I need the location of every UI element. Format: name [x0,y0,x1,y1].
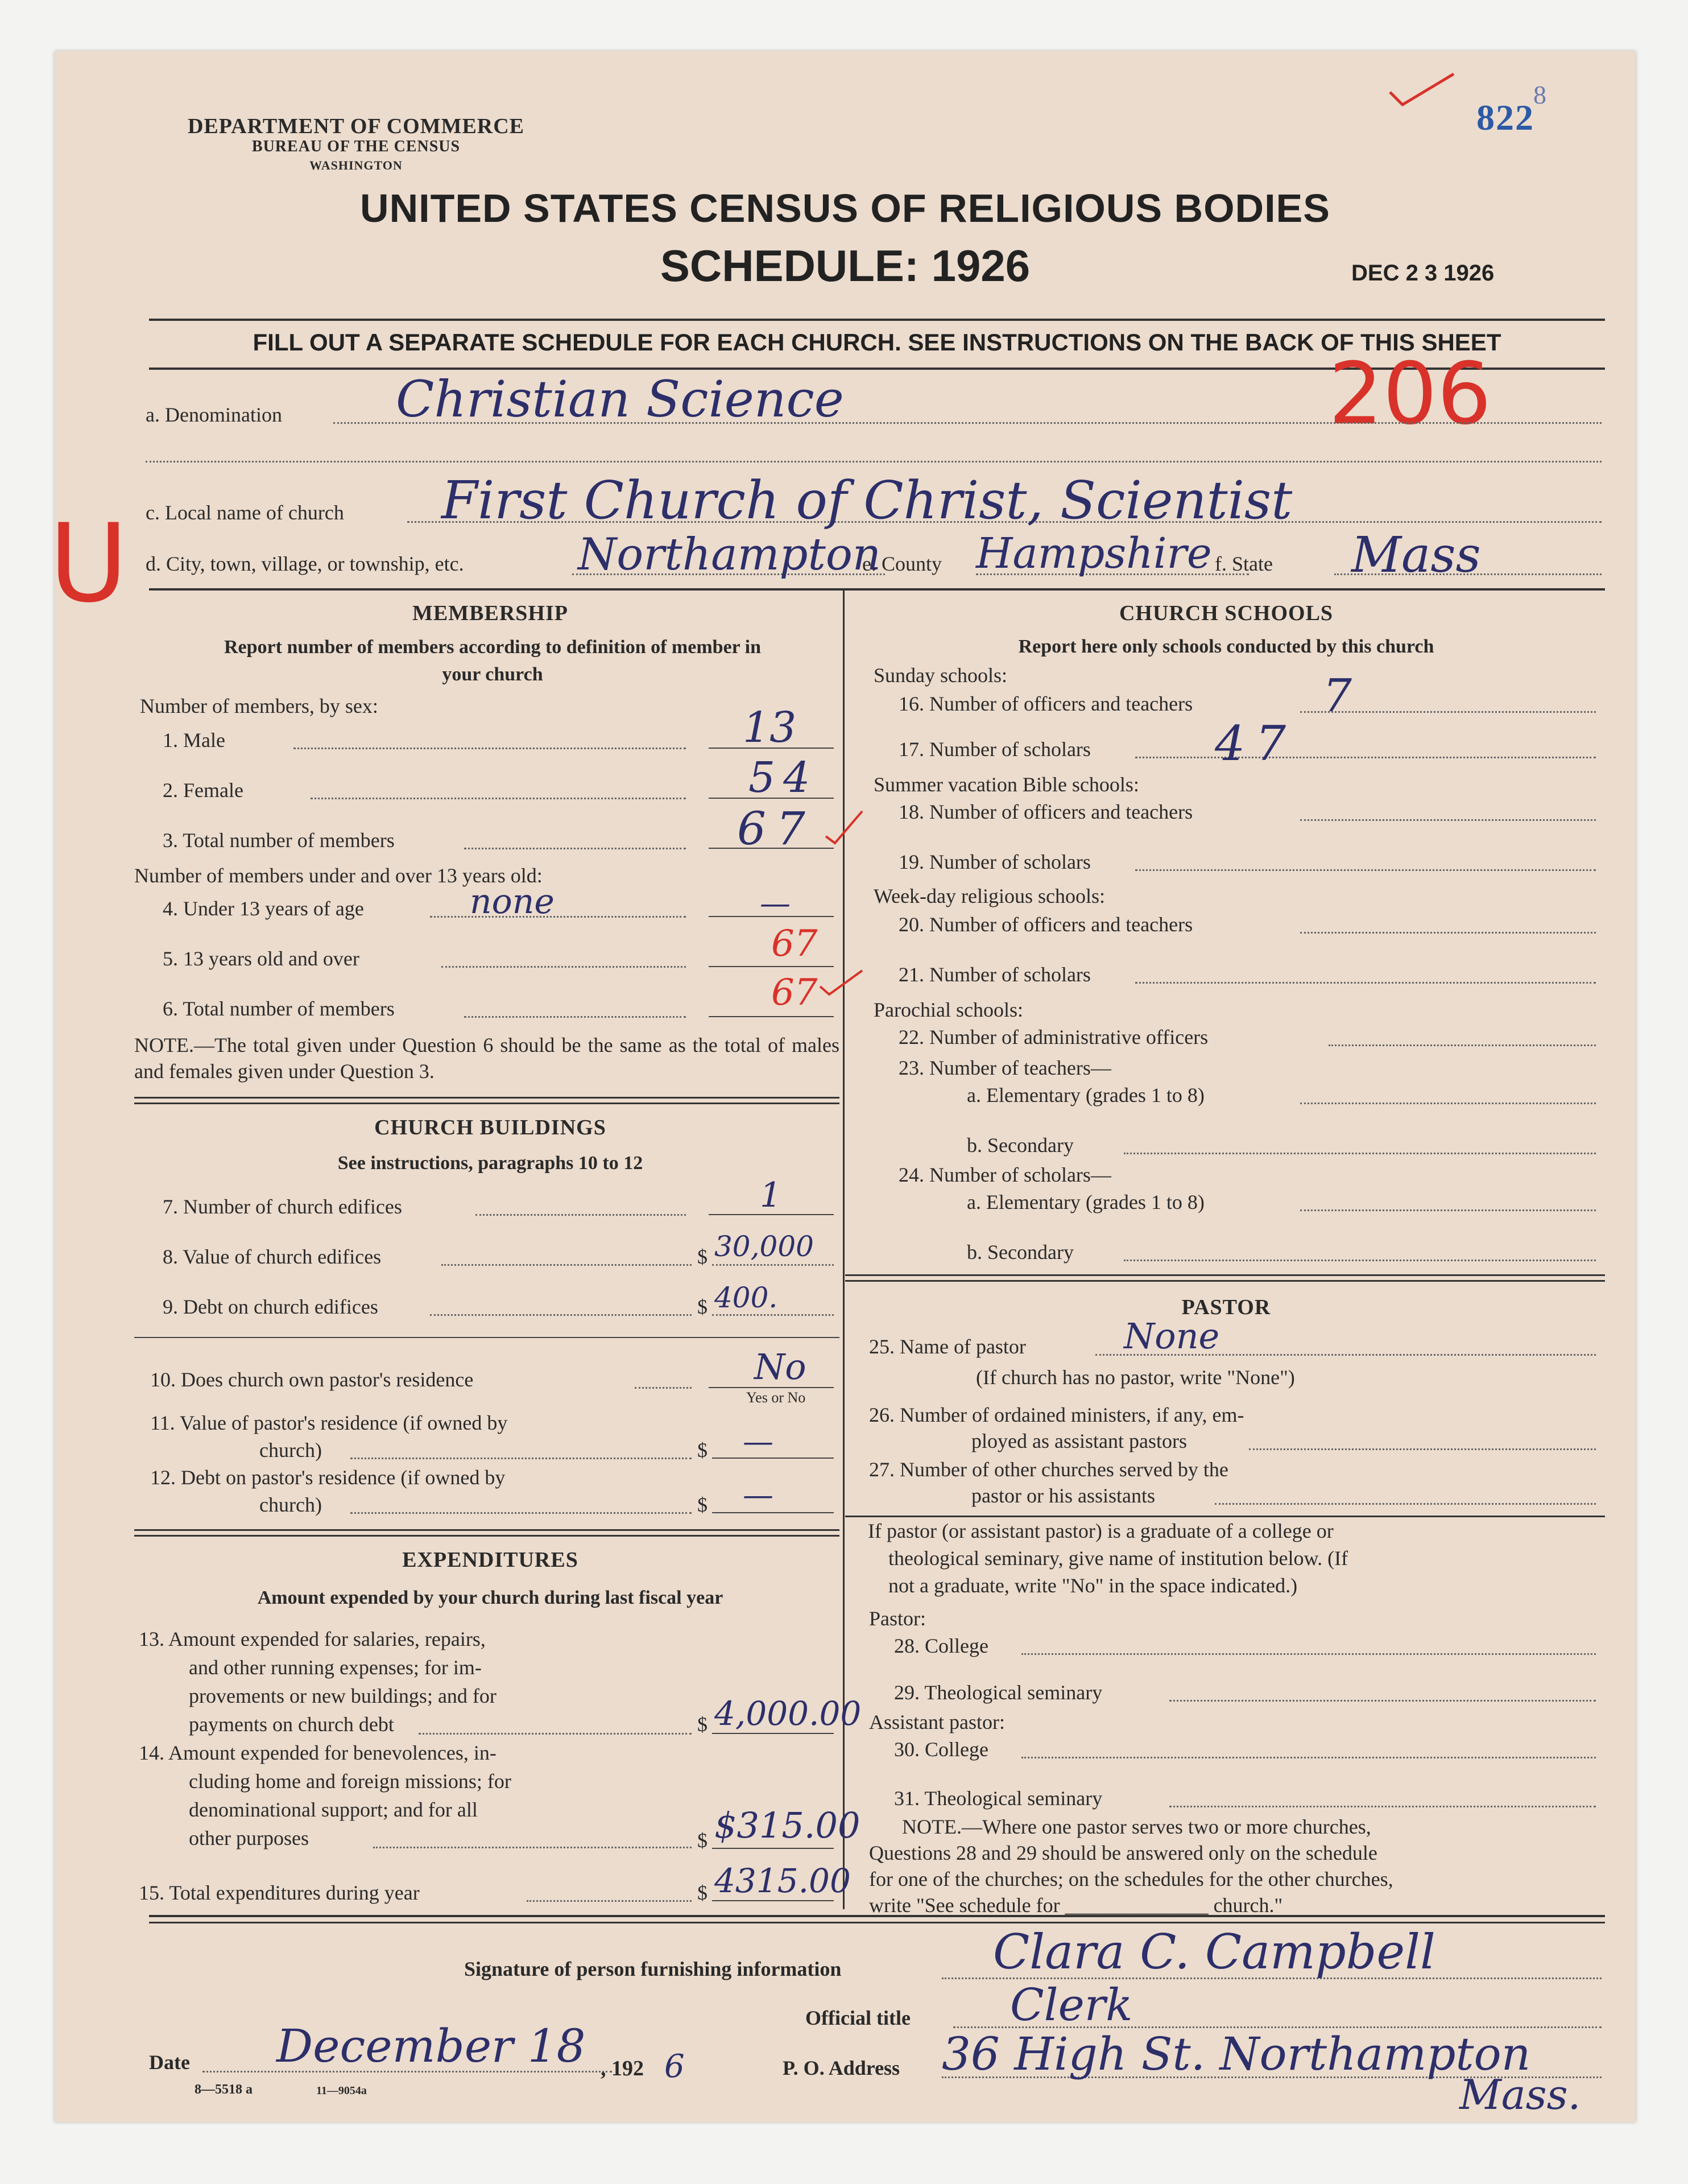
date-value: December 18 [276,2020,586,2072]
members-by-sex-label: Number of members, by sex: [140,695,378,717]
local-name-label: c. Local name of church [146,501,344,524]
graduate-note-line1: If pastor (or assistant pastor) is a graduate of a college or [868,1520,1334,1542]
graduate-note-line3: not a graduate, write "No" in the space indicated.) [888,1574,1298,1597]
form-title: UNITED STATES CENSUS OF RELIGIOUS BODIES [360,186,1330,230]
buildings-rule-1 [134,1529,839,1531]
received-date-stamp: DEC 2 3 1926 [1351,261,1495,286]
stamp-number: 822 [1476,97,1534,138]
header-rule [149,319,1605,321]
q8-answer-line [712,1264,834,1266]
form-number: 8—5518 a [195,2082,253,2097]
q9-answer-line [712,1314,834,1316]
q8-value: 30,000 [714,1230,814,1263]
q4-label: 4. Under 13 years of age [163,897,364,920]
q9-value: 400. [714,1281,778,1314]
q26-line1: 26. Number of ordained ministers, if any, em- [869,1403,1244,1426]
expenditures-heading: EXPENDITURES [402,1548,578,1572]
q10-leader [635,1387,692,1389]
denomination-label: a. Denomination [146,403,282,426]
q13-answer-line [712,1733,834,1734]
q21-label: 21. Number of scholars [899,963,1091,986]
county-value: Hampshire [976,529,1212,578]
q23a-label: a. Elementary (grades 1 to 8) [967,1084,1205,1107]
q11-leader [350,1458,692,1459]
q1-leader [293,748,686,749]
q23b-line [1124,1153,1596,1154]
q25-note: (If church has no pastor, write "None") [976,1366,1295,1389]
membership-note: NOTE.—The total given under Question 6 should be the same as the total of males and females given under Question 3. [134,1034,839,1083]
county-label: e. County [862,552,942,575]
q13-value: 4,000.00 [714,1694,862,1733]
q9-leader [430,1314,692,1316]
q4-value: none [470,882,555,922]
q8-leader [441,1264,692,1266]
buildings-mid-rule [134,1337,839,1338]
schools-rule-1 [845,1274,1605,1276]
q28-label: 28. College [894,1634,988,1657]
q1-value: 13 [743,703,797,752]
q9-label: 9. Debt on church edifices [163,1295,378,1318]
membership-rule-2 [134,1103,839,1104]
identity-rule [149,588,1605,591]
schools-heading: CHURCH SCHOOLS [1119,601,1334,625]
q13-leader [419,1733,692,1735]
q6-value: 67 [771,972,818,1014]
footer-rule-2 [149,1922,1605,1923]
q14-answer-line [712,1848,834,1849]
stamp-number-overwrite: 8 [1533,80,1546,109]
q29-label: 29. Theological seminary [894,1681,1103,1704]
q14-line4: other purposes [189,1827,309,1849]
q24b-label: b. Secondary [967,1241,1074,1264]
schedule-title: SCHEDULE: 1926 [660,241,1031,291]
year-digit: 6 [664,2048,685,2085]
q26-line [1249,1448,1596,1450]
pastor-note-line3: for one of the churches; on the schedules for the other churches, [869,1868,1393,1890]
q5-label: 5. 13 years old and over [163,947,359,970]
q17-value: 47 [1215,716,1296,771]
q13-dollar: $ [697,1713,708,1736]
q3-value: 67 [737,802,816,855]
local-name-value: First Church of Christ, Scientist [441,470,1293,531]
q24b-line [1124,1260,1596,1261]
q8-label: 8. Value of church edifices [163,1245,382,1268]
q26-line2: ployed as assistant pastors [971,1430,1187,1452]
q3-leader [464,848,686,849]
q2-leader [311,798,686,799]
q17-label: 17. Number of scholars [899,738,1091,761]
q23b-label: b. Secondary [967,1134,1074,1157]
q12-dollar: $ [697,1493,708,1516]
membership-rule-1 [134,1097,839,1099]
q24a-label: a. Elementary (grades 1 to 8) [967,1191,1205,1213]
membership-subheading: Report number of members according to definition of member in your church [224,637,761,685]
pastor-label: Pastor: [869,1607,926,1630]
print-number: 11—9054a [316,2084,367,2097]
q7-leader [475,1214,686,1216]
q14-dollar: $ [697,1829,708,1852]
schools-subheading: Report here only schools conducted by this church [1018,636,1434,657]
margin-mark: U [49,501,129,626]
q6-leader [464,1016,686,1018]
date-label: Date [149,2051,190,2074]
official-title-label: Official title [805,2007,911,2029]
bureau-city: WASHINGTON [309,158,403,172]
q22-label: 22. Number of administrative officers [899,1026,1209,1048]
q23a-line [1300,1103,1596,1104]
state-value: Mass [1351,527,1481,584]
q31-line [1169,1806,1596,1807]
signature-value: Clara C. Campbell [993,1924,1435,1980]
q11-label-line2: church) [259,1439,322,1461]
signature-label: Signature of person furnishing information [464,1958,842,1980]
city-value: Northampton [578,529,882,580]
official-title-value: Clerk [1010,1980,1133,2031]
year-prefix: , 192 [601,2057,644,2080]
q25-value: None [1124,1315,1220,1357]
q7-value: 1 [760,1175,782,1215]
q13-line3: provements or new buildings; and for [189,1685,497,1707]
q31-label: 31. Theological seminary [894,1787,1103,1810]
pastor-note-line2: Questions 28 and 29 should be answered only on the schedule [869,1842,1377,1864]
q11-dollar: $ [697,1439,708,1461]
q27-line [1215,1503,1596,1505]
q11-label-line1: 11. Value of pastor's residence (if owned by [150,1411,508,1434]
bureau-name: BUREAU OF THE CENSUS [251,138,461,155]
denomination-value: Christian Science [396,370,844,428]
pastor-note-line4: write "See schedule for ______________ church." [869,1894,1283,1917]
department-name: DEPARTMENT OF COMMERCE [187,114,525,138]
q13-line4: payments on church debt [189,1713,394,1736]
q23-label: 23. Number of teachers— [899,1056,1111,1079]
summer-schools-label: Summer vacation Bible schools: [874,773,1139,796]
q11-value: — [743,1423,773,1459]
buildings-heading: CHURCH BUILDINGS [374,1116,606,1140]
q27-line2: pastor or his assistants [971,1484,1155,1507]
q16-label: 16. Number of officers and teachers [899,692,1193,715]
q3-label: 3. Total number of members [163,829,395,852]
q15-leader [527,1900,692,1902]
q4-answer-dash: — [760,885,791,921]
q21-line [1135,982,1596,984]
q17-line [1135,757,1596,758]
q1-label: 1. Male [163,729,225,752]
red-check-q3-icon [822,808,868,848]
q30-label: 30. College [894,1738,988,1761]
city-label: d. City, town, village, or township, etc. [146,552,464,575]
membership-heading: MEMBERSHIP [412,601,568,625]
q6-answer-line [709,1016,834,1017]
buildings-rule-2 [134,1535,839,1537]
q13-line1: 13. Amount expended for salaries, repairs, [139,1628,486,1650]
sunday-schools-label: Sunday schools: [874,664,1008,687]
q12-label-line1: 12. Debt on pastor's residence (if owned by [150,1466,506,1489]
graduate-note-line2: theological seminary, give name of institution below. (If [888,1547,1348,1570]
q14-leader [373,1847,692,1848]
q22-line [1329,1044,1596,1046]
assistant-pastor-label: Assistant pastor: [869,1711,1005,1733]
q7-label: 7. Number of church edifices [163,1195,402,1218]
parochial-schools-label: Parochial schools: [874,998,1023,1021]
q15-dollar: $ [697,1881,708,1904]
q25-label: 25. Name of pastor [869,1335,1026,1358]
q19-label: 19. Number of scholars [899,851,1091,873]
q5-answer-line [709,966,834,967]
red-check-mark-icon [1385,69,1459,109]
age-group-label: Number of members under and over 13 years old: [134,864,543,887]
q14-line1: 14. Amount expended for benevolences, in- [139,1741,497,1764]
pastor-note-line1: NOTE.—Where one pastor serves two or more churches, [902,1815,1371,1838]
q14-value: $315.00 [714,1805,860,1846]
expenditures-subheading: Amount expended by your church during last fiscal year [257,1587,723,1608]
q10-label: 10. Does church own pastor's residence [150,1368,474,1391]
instruction-banner: FILL OUT A SEPARATE SCHEDULE FOR EACH CHURCH. SEE INSTRUCTIONS ON THE BACK OF THIS SHEET [253,329,1501,356]
address-value-line2: Mass. [1459,2071,1581,2119]
q20-label: 20. Number of officers and teachers [899,913,1193,936]
q30-line [1021,1757,1596,1758]
denomination-code: 206 [1329,345,1492,444]
q19-line [1135,869,1596,871]
q12-value: — [743,1477,773,1513]
address-value: 36 High St. Northampton [942,2028,1531,2080]
q15-value: 4315.00 [714,1861,851,1900]
yes-no-hint: Yes or No [746,1389,806,1406]
address-label: P. O. Address [783,2057,900,2079]
q6-label: 6. Total number of members [163,997,395,1020]
q12-label-line2: church) [259,1493,322,1516]
q15-label: 15. Total expenditures during year [139,1881,420,1904]
q5-leader [441,966,686,968]
q2-label: 2. Female [163,779,243,802]
q18-label: 18. Number of officers and teachers [899,800,1193,823]
q2-value: 54 [748,753,818,802]
weekday-schools-label: Week-day religious schools: [874,885,1106,907]
footer-rule-1 [149,1915,1605,1917]
state-label: f. State [1215,552,1273,575]
q10-value: No [754,1346,806,1388]
pastor-heading: PASTOR [1181,1295,1271,1319]
q9-dollar: $ [697,1295,708,1318]
q4-leader [430,916,686,918]
pastor-rule [845,1516,1605,1517]
q29-line [1169,1700,1596,1702]
buildings-subheading: See instructions, paragraphs 10 to 12 [337,1153,643,1174]
q13-line2: and other running expenses; for im- [189,1656,482,1679]
census-schedule-sheet [49,51,1636,2122]
schools-rule-2 [845,1280,1605,1282]
q12-leader [350,1512,692,1514]
q27-line1: 27. Number of other churches served by the [869,1458,1228,1481]
q18-line [1300,819,1596,821]
red-check-q6-icon [817,967,868,1001]
q24a-line [1300,1209,1596,1211]
q16-value: 7 [1323,669,1352,722]
q14-line3: denominational support; and for all [189,1798,478,1821]
q8-dollar: $ [697,1245,708,1268]
q5-value: 67 [771,923,818,965]
b-line [146,461,1602,463]
q14-line2: cluding home and foreign missions; for [189,1770,511,1793]
q15-answer-line [712,1900,834,1901]
q24-label: 24. Number of scholars— [899,1163,1111,1186]
q20-line [1300,932,1596,934]
q28-line [1021,1653,1596,1655]
